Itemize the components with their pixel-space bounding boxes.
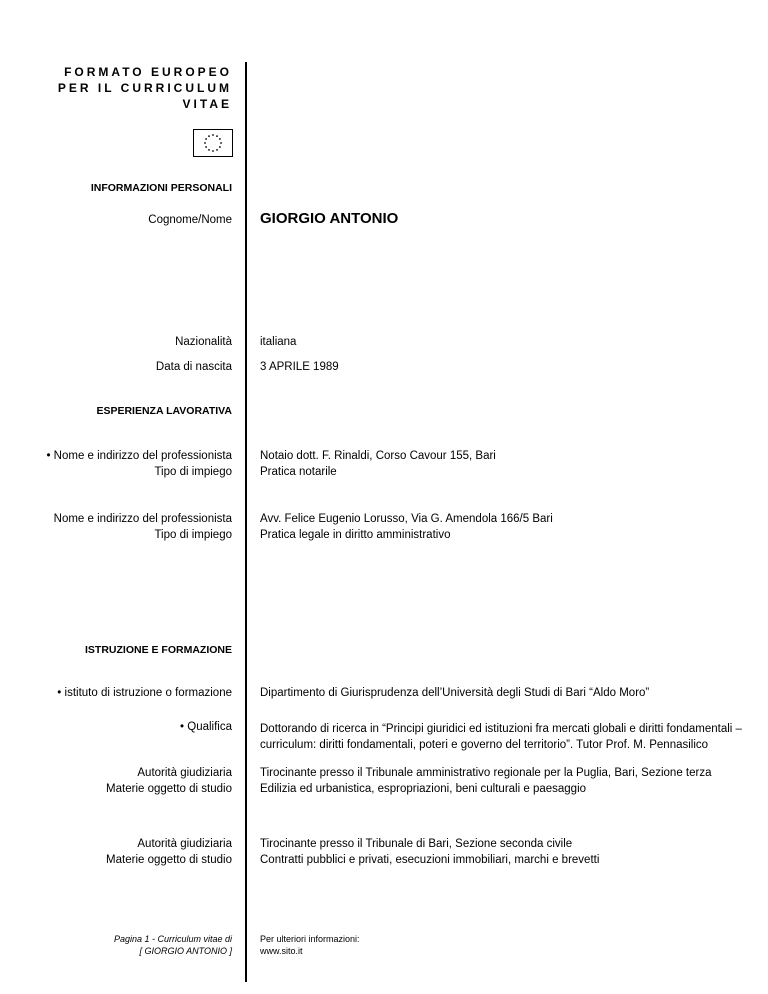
value-qualification <box>260 721 742 753</box>
value-birth-date: 3 APRILE 1989 <box>260 361 339 373</box>
value-name: GIORGIO ANTONIO <box>260 210 399 227</box>
education-2-label-authority: Autorità giudiziaria <box>137 838 232 850</box>
experience-2-type: Pratica legale in diritto amministrativo <box>260 529 451 541</box>
vertical-divider <box>245 62 247 982</box>
title-line-2: PER IL CURRICULUM <box>57 81 232 95</box>
experience-entry-1-labels <box>46 448 232 480</box>
education-entry-1-values <box>260 765 712 797</box>
experience-2-label-type: Tipo di impiego <box>154 529 232 541</box>
label-birth-date: Data di nascita <box>155 361 232 373</box>
label-nationality: Nazionalità <box>175 336 232 348</box>
experience-1-type: Pratica notarile <box>260 466 337 478</box>
education-1-authority: Tirocinante presso il Tribunale amministrativo regionale per la Puglia, Bari, Sezione terza <box>260 767 712 779</box>
experience-entry-1-values <box>260 448 496 480</box>
education-1-subjects: Edilizia ed urbanistica, espropriazioni, beni culturali e paesaggio <box>260 783 587 795</box>
label-qualification: • Qualifica <box>180 721 232 733</box>
education-entry-2-labels <box>106 836 232 868</box>
title-line-3: VITAE <box>182 97 232 111</box>
footer-contact-info <box>260 933 360 957</box>
education-2-authority: Tirocinante presso il Tribunale di Bari, Sezione seconda civile <box>260 838 573 850</box>
education-1-label-authority: Autorità giudiziaria <box>137 767 232 779</box>
education-2-label-subjects: Materie oggetto di studio <box>106 854 232 866</box>
footer-contact-line-1: Per ulteriori informazioni: <box>260 934 360 944</box>
value-nationality: italiana <box>260 336 297 348</box>
education-entry-2-values <box>260 836 599 868</box>
label-institution: • istituto di istruzione o formazione <box>57 687 232 699</box>
section-education: ISTRUZIONE E FORMAZIONE <box>85 644 232 656</box>
education-entry-1-labels <box>106 765 232 797</box>
education-2-subjects: Contratti pubblici e privati, esecuzioni immobiliari, marchi e brevetti <box>260 854 600 866</box>
footer-page-info <box>114 933 232 957</box>
experience-1-employer: Notaio dott. F. Rinaldi, Corso Cavour 155, Bari <box>260 450 496 462</box>
experience-1-label-employer: • Nome e indirizzo del professionista <box>46 450 232 462</box>
eu-flag-icon <box>193 129 233 157</box>
footer-website[interactable]: www.sito.it <box>260 946 303 956</box>
experience-1-label-type: Tipo di impiego <box>154 466 232 478</box>
qualification-line-2: curriculum: diritti fondamentali, poteri e governo del territorio”. Tutor Prof. M. Pennasilico <box>260 739 709 751</box>
section-personal-info: INFORMAZIONI PERSONALI <box>90 182 232 194</box>
experience-entry-2-values <box>260 511 553 543</box>
qualification-line-1: Dottorando di ricerca in “Principi giuridici ed istituzioni fra mercati globali e diritti fondamentali – <box>260 723 742 735</box>
section-work-experience: ESPERIENZA LAVORATIVA <box>96 405 232 417</box>
value-institution: Dipartimento di Giurisprudenza dell’Università degli Studi di Bari “Aldo Moro” <box>260 687 650 699</box>
footer-page-line-2: [ GIORGIO ANTONIO ] <box>139 946 232 956</box>
experience-2-employer: Avv. Felice Eugenio Lorusso, Via G. Amendola 166/5 Bari <box>260 513 553 525</box>
experience-entry-2-labels <box>54 511 232 543</box>
label-name: Cognome/Nome <box>148 214 232 226</box>
education-1-label-subjects: Materie oggetto di studio <box>106 783 232 795</box>
title-line-1: FORMATO EUROPEO <box>64 65 232 79</box>
document-title <box>58 64 232 112</box>
experience-2-label-employer: Nome e indirizzo del professionista <box>53 513 232 525</box>
footer-page-line-1: Pagina 1 - Curriculum vitae di <box>113 934 232 944</box>
